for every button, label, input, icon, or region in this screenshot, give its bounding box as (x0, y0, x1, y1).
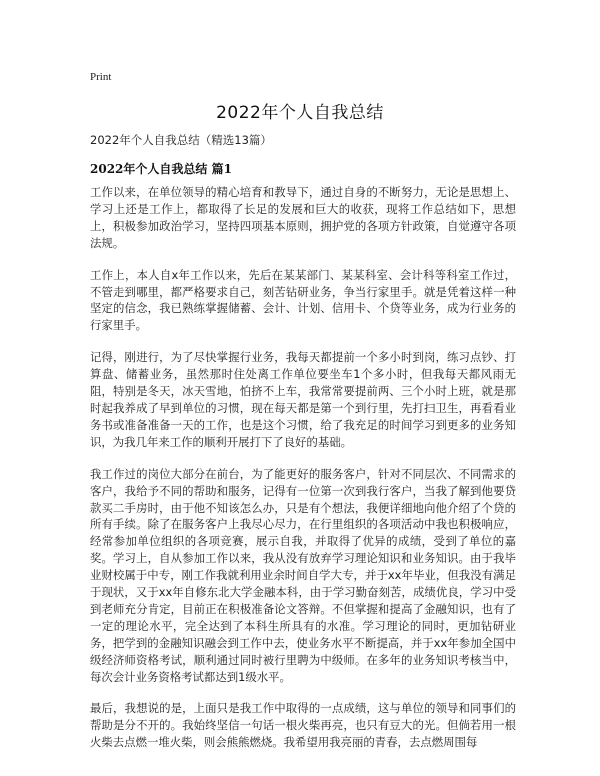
body-paragraph: 记得，刚进行，为了尽快掌握行业务，我每天都提前一个多小时到岗，练习点钞、打算盘、储蓄业务，虽然那时住处离工作单位要坐车1个多小时，但我每天都风雨无阻，特别是冬天，冰天雪地，怕挤不上车，我常常要提前两、三个小时上班，就是那时起我养成了早到单位的习惯，现在每天都是第一个到行里，先打扫卫生，再看看业务书或准备准备一天的工作，也是这个习惯，给了我充足的时间学习到更多的业务知识，为我几年来工作的顺利开展打下了良好的基础。 (90, 350, 516, 449)
print-label: Print (90, 71, 112, 83)
document-body (90, 184, 516, 766)
body-paragraph: 工作以来，在单位领导的精心培育和教导下，通过自身的不断努力，无论是思想上、学习上还是工作上，都取得了长足的发展和巨大的收获，现将工作总结如下，思想上，积极参加政治学习，坚持四项基本原则，拥护党的各项方针政策，自觉遵守各项法规。 (90, 185, 516, 250)
body-paragraph: 工作上，本人自x年工作以来，先后在某某部门、某某科室、会计科等科室工作过，不管走到哪里，都严格要求自己，刻苦钻研业务，争当行家里手。就是凭着这样一种坚定的信念，我已熟练掌握储蓄、会计、计划、信用卡、个贷等业务，成为行业务的行家里手。 (90, 267, 516, 333)
body-paragraph: 最后，我想说的是，上面只是我工作中取得的一点成绩，这与单位的领导和同事们的帮助是分不开的。我始终坚信一句话一根火柴再亮，也只有豆大的光。但倘若用一根火柴去点燃一堆火柴，则会熊熊燃烧。我希望用我亮丽的青春，去点燃周围每 (90, 701, 516, 750)
document-subtitle: 2022年个人自我总结（精选13篇） (90, 133, 272, 147)
section-heading: 2022年个人自我总结 篇1 (90, 162, 232, 176)
document-title: 2022年个人自我总结 (216, 103, 384, 123)
body-paragraph: 我工作过的岗位大部分在前台，为了能更好的服务客户，针对不同层次、不同需求的客户，我给予不同的帮助和服务，记得有一位第一次到我行客户，当我了解到他要贷款买二手房时，由于他不知该怎么办，只是有个想法，我便详细地向他介绍了个贷的所有手续。除了在服务客户上我尽心尽力，在行里组织的各项活动中我也积极响应，经常参加单位组织的各项竞赛，展示自我，并取得了优异的成绩，受到了单位的嘉奖。学习上，自从参加工作以来，我从没有放弃学习理论知识和业务知识。由于我毕业财校属于中专，刚工作我就利用业余时间自学大专，并于xx年毕业，但我没有满足于现状，又于xx年自修东北大学金融本科，由于学习勤奋刻苦，成绩优良，学习中受到老师充分肯定，目前正在积极准备论文答辩。不但掌握和提高了金融知识，也有了一定的理论水平，完全达到了本科生所具有的水准。学习理论的同时，更加钻研业务，把学到的金融知识融会到工作中去，使业务水平不断提高，并于xx年参加全国中级经济师资格考试，顺利通过同时被行里聘为中级师。在多年的业务知识考核当中，每次会计业务资格考试都达到1级水平。 (90, 466, 516, 684)
